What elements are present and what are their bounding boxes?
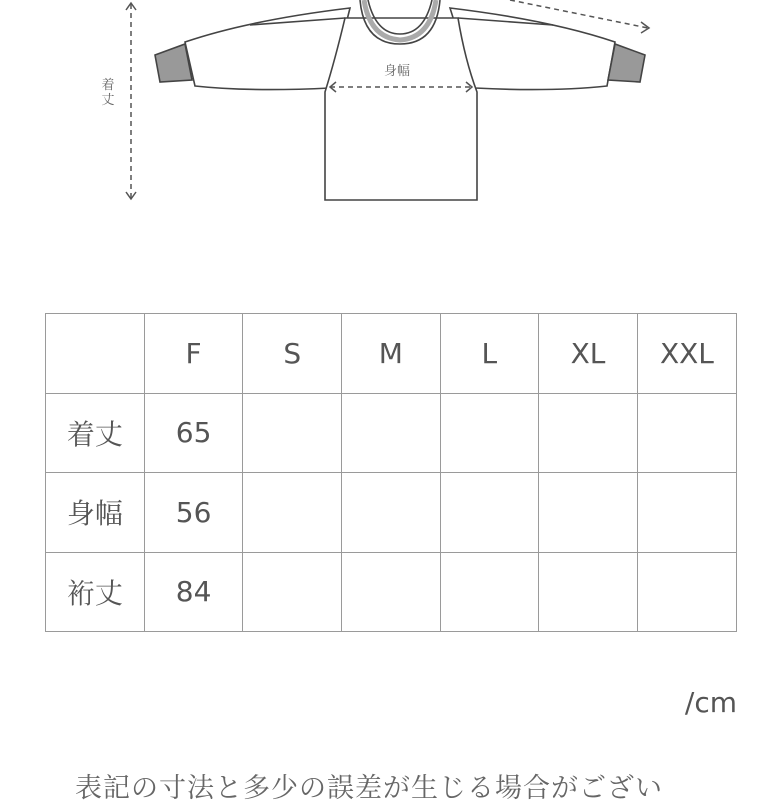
- cell: 84: [144, 552, 243, 632]
- cell: [440, 393, 538, 473]
- cell: [539, 473, 638, 553]
- row-label: 裄丈: [46, 552, 145, 632]
- header-cell: XXL: [637, 314, 736, 394]
- header-cell: F: [144, 314, 243, 394]
- cell: [637, 552, 736, 632]
- table-header-row: [46, 314, 737, 394]
- header-cell: L: [440, 314, 538, 394]
- cell: [243, 393, 342, 473]
- width-label: 身幅: [384, 64, 411, 79]
- header-cell: S: [243, 314, 342, 394]
- cell: [637, 393, 736, 473]
- cell: 56: [144, 473, 243, 553]
- cell: [243, 552, 342, 632]
- header-cell: XL: [539, 314, 638, 394]
- length-label: 着丈: [101, 78, 115, 108]
- cell: [341, 552, 440, 632]
- cell: [539, 552, 638, 632]
- cell: 65: [144, 393, 243, 473]
- row-label: 着丈: [46, 393, 145, 473]
- table-row: [46, 473, 737, 553]
- row-label: 身幅: [46, 473, 145, 553]
- header-cell: M: [341, 314, 440, 394]
- unit-label: /cm: [684, 686, 737, 719]
- note-text: 表記の寸法と多少の誤差が生じる場合がござい: [75, 773, 663, 804]
- shirt-diagram: [0, 0, 782, 210]
- table-row: [46, 393, 737, 473]
- cell: [440, 552, 538, 632]
- cell: [637, 473, 736, 553]
- size-table: [45, 313, 737, 632]
- table-row: [46, 552, 737, 632]
- cell: [440, 473, 538, 553]
- cell: [341, 393, 440, 473]
- header-cell: [46, 314, 145, 394]
- cell: [243, 473, 342, 553]
- cell: [539, 393, 638, 473]
- cell: [341, 473, 440, 553]
